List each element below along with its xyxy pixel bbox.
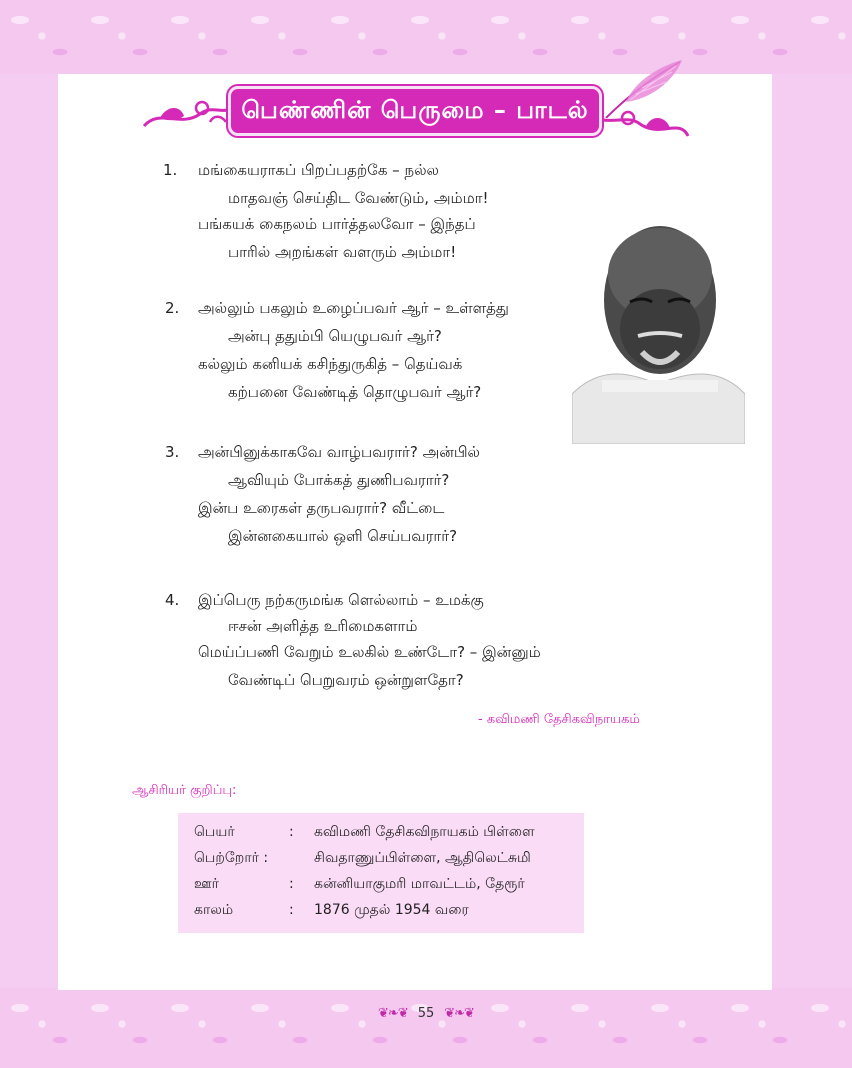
poem-line: இன்ப உரைகள் தருபவரார்? வீட்டை: [198, 499, 445, 517]
poem-line: வேண்டிப் பெறுவரம் ஒன்றுளதோ?: [228, 671, 464, 689]
info-colon: :: [289, 902, 294, 918]
title-banner: [140, 84, 700, 142]
author-info-box: [178, 813, 584, 933]
poem-line: அன்பினுக்காகவே வாழ்பவரார்? அன்பில்: [198, 443, 480, 461]
info-key: பெற்றோர் :: [194, 850, 269, 866]
poem-line: மாதவஞ் செய்திட வேண்டும், அம்மா!: [228, 189, 489, 207]
poem-line: அல்லும் பகலும் உழைப்பவர் ஆர் – உள்ளத்து: [198, 299, 509, 317]
left-ornament-icon: [140, 88, 230, 138]
poem-author: - கவிமணி தேசிகவிநாயகம்: [478, 712, 640, 727]
info-colon: :: [289, 876, 294, 892]
poem-line: கற்பனை வேண்டித் தொழுபவர் ஆர்?: [228, 383, 482, 401]
info-key: ஊர்: [194, 876, 219, 892]
poem-line: இப்பெரு நற்கருமங்க ளெல்லாம் – உமக்கு: [198, 591, 484, 609]
top-decorative-border: [0, 0, 852, 74]
info-value: கன்னியாகுமரி மாவட்டம், தேரூர்: [314, 876, 525, 892]
poem-line: அன்பு ததும்பி யெழுபவர் ஆர்?: [228, 327, 442, 345]
bottom-decorative-border: [0, 988, 852, 1068]
footer-left-ornament-icon: ❦❧❦: [378, 1005, 408, 1021]
info-value: சிவதாணுப்பிள்ளை, ஆதிலெட்சுமி: [314, 850, 531, 866]
info-colon: :: [289, 824, 294, 840]
poem-line: ஆவியும் போக்கத் துணிபவரார்?: [228, 471, 450, 489]
poet-portrait: [572, 204, 745, 444]
poem-line: ஈசன் அளித்த உரிமைகளாம்: [228, 617, 418, 635]
author-note-heading: ஆசிரியர் குறிப்பு:: [132, 783, 237, 798]
right-ornament-icon: [600, 98, 690, 148]
stanza-number: 3.: [165, 443, 180, 461]
poem-line: கல்லும் கனியக் கசிந்துருகித் – தெய்வக்: [198, 355, 463, 373]
stanza-number: 4.: [165, 591, 180, 609]
info-value: 1876 முதல் 1954 வரை: [314, 902, 469, 918]
page-title: பெண்ணின் பெருமை – பாடல்: [228, 86, 602, 136]
poem-line: பாரில் அறங்கள் வளரும் அம்மா!: [228, 243, 457, 261]
stanza-number: 2.: [165, 299, 180, 317]
page-number: 55: [417, 1005, 435, 1021]
info-value: கவிமணி தேசிகவிநாயகம் பிள்ளை: [314, 824, 535, 840]
poem-line: மங்கையராகப் பிறப்பதற்கே – நல்ல: [198, 161, 439, 179]
poem-line: பங்கயக் கைநலம் பார்த்தலவோ – இந்தப்: [198, 215, 476, 233]
page-footer: [338, 1003, 514, 1023]
poem-line: இன்னகையால் ஒளி செய்பவரார்?: [228, 527, 458, 545]
stanza-number: 1.: [163, 161, 178, 179]
poem-line: மெய்ப்பணி வேறும் உலகில் உண்டோ? – இன்னும்: [198, 643, 541, 661]
info-key: காலம்: [194, 902, 234, 918]
info-key: பெயர்: [194, 824, 235, 840]
footer-right-ornament-icon: ❦❧❦: [444, 1005, 474, 1021]
